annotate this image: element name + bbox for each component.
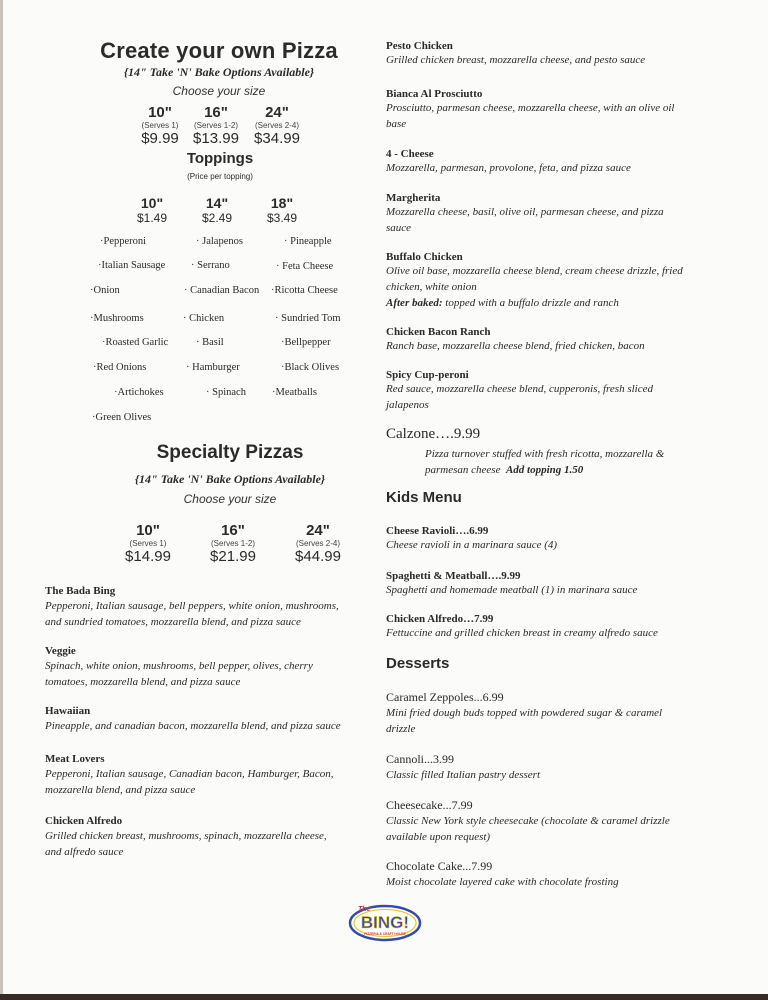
serves-label: (Serves 2-4) xyxy=(254,121,299,130)
logo-main-text: BING! xyxy=(360,913,410,932)
topping-size: 18" xyxy=(270,195,294,211)
specialty-item xyxy=(45,705,390,734)
topping-item: · Pineapple xyxy=(284,236,332,247)
item-desc: Olive oil base, mozzarella cheese blend, cream cheese drizzle, fried xyxy=(386,265,683,277)
item-name: Cannoli...3.99 xyxy=(386,752,454,766)
item-desc: Spinach, white onion, mushrooms, bell pepper, olives, cherry xyxy=(45,660,313,672)
topping-item: ·Red Onions xyxy=(93,362,147,373)
size-label: 24" xyxy=(306,522,330,539)
after-baked-text: topped with a buffalo drizzle and ranch xyxy=(442,297,619,309)
item-desc: Mozzarella cheese, basil, olive oil, parmesan cheese, and pizza xyxy=(386,206,664,218)
item-desc: Fettuccine and grilled chicken breast in creamy alfredo sauce xyxy=(386,627,658,639)
item-desc: and alfredo sauce xyxy=(45,846,124,858)
item-desc: Cheese ravioli in a marinara sauce (4) xyxy=(386,539,558,551)
topping-item: ·Roasted Garlic xyxy=(102,337,169,348)
topping-item: · Spinach xyxy=(206,387,246,398)
topping-item: ·Ricotta Cheese xyxy=(271,285,338,296)
topping-size: 10" xyxy=(140,195,164,211)
size-option xyxy=(246,104,308,147)
topping-price: $3.49 xyxy=(266,211,298,225)
item-name: Pesto Chicken xyxy=(386,40,453,52)
topping-item: ·Pepperoni xyxy=(100,236,147,247)
serves-label: (Serves 2-4) xyxy=(295,539,340,548)
after-baked-label: After baked: xyxy=(386,297,443,309)
specialty-item xyxy=(45,585,390,630)
item-desc: Ranch base, mozzarella cheese blend, fried chicken, bacon xyxy=(386,340,645,352)
price-label: $13.99 xyxy=(193,130,239,147)
specialty-size-options xyxy=(120,522,346,565)
topping-size-option xyxy=(182,195,252,225)
size-option xyxy=(134,104,186,147)
item-name: Chicken Bacon Ranch xyxy=(386,326,491,338)
topping-item: ·Onion xyxy=(90,285,120,296)
bing-logo-mark xyxy=(348,900,422,942)
logo-tagline: PIZZERIA & CRAFT HOUSE xyxy=(364,932,406,936)
topping-item: ·Black Olives xyxy=(281,362,340,373)
kids-item xyxy=(386,525,746,553)
item-desc xyxy=(386,295,746,311)
specialty-subtitle: {14" Take 'N' Bake Options Available} xyxy=(134,472,326,486)
item-name: Chicken Alfredo…7.99 xyxy=(386,613,494,625)
topping-size: 14" xyxy=(205,195,229,211)
item-name: The Bada Bing xyxy=(45,585,116,597)
topping-item: · Canadian Bacon xyxy=(184,285,260,296)
kids-item xyxy=(386,570,746,598)
serves-label: (Serves 1) xyxy=(141,121,179,130)
dessert-item xyxy=(386,690,746,737)
topping-item: ·Meatballs xyxy=(272,387,317,398)
specialty-item xyxy=(45,753,390,798)
item-desc: Prosciutto, parmesan cheese, mozzarella cheese, with an olive oil xyxy=(386,102,675,114)
item-desc: Mini fried dough buds topped with powdered sugar & caramel xyxy=(386,707,663,719)
size-label: 16" xyxy=(204,104,228,121)
item-name: Margherita xyxy=(386,192,441,204)
item-name: Spicy Cup-peroni xyxy=(386,369,469,381)
specialty-item-right xyxy=(386,40,746,68)
size-option xyxy=(120,522,176,565)
item-name: 4 - Cheese xyxy=(386,148,434,160)
price-label: $34.99 xyxy=(254,130,300,147)
item-desc: mozzarella blend, and pizza sauce xyxy=(45,784,196,796)
bing-logo xyxy=(348,900,422,942)
dessert-item xyxy=(386,798,746,845)
item-desc: Pineapple, and canadian bacon, mozzarella blend, and pizza sauce xyxy=(45,720,341,732)
size-option xyxy=(186,104,246,147)
item-desc: sauce xyxy=(386,222,412,234)
topping-item: · Jalapenos xyxy=(196,236,243,247)
toppings-title: Toppings xyxy=(186,150,254,167)
serves-label: (Serves 1) xyxy=(129,539,167,548)
serves-label: (Serves 1-2) xyxy=(193,121,238,130)
topping-item: · Serrano xyxy=(191,260,230,271)
item-name: Hawaiian xyxy=(45,705,91,717)
calzone-desc: parmesan cheese xyxy=(425,464,501,476)
size-label: 10" xyxy=(136,522,160,539)
topping-item: · Hamburger xyxy=(186,362,240,373)
topping-item: ·Bellpepper xyxy=(281,337,331,348)
item-desc: Grilled chicken breast, mozzarella cheese, and pesto sauce xyxy=(386,54,646,66)
item-name: Meat Lovers xyxy=(45,753,105,765)
topping-item: · Feta Cheese xyxy=(276,261,334,272)
calzone-addon: Add topping 1.50 xyxy=(505,464,584,476)
dessert-item xyxy=(386,859,746,890)
item-name: Caramel Zeppoles...6.99 xyxy=(386,690,504,704)
size-label: 10" xyxy=(148,104,172,121)
specialty-item-right xyxy=(386,326,746,354)
item-name: Cheesecake...7.99 xyxy=(386,798,473,812)
item-desc: Spaghetti and homemade meatball (1) in marinara sauce xyxy=(386,584,638,596)
item-desc: Mozzarella, parmesan, provolone, feta, and pizza sauce xyxy=(386,162,631,174)
item-name: Bianca Al Prosciutto xyxy=(386,88,483,100)
item-name: Cheese Ravioli….6.99 xyxy=(386,525,489,537)
item-desc: Classic New York style cheesecake (chocolate & caramel drizzle xyxy=(386,815,670,827)
calzone-desc-line2 xyxy=(425,462,745,478)
specialty-item-right xyxy=(386,369,746,413)
item-desc: jalapenos xyxy=(386,399,429,411)
size-option xyxy=(176,522,290,565)
create-pizza-title: Create your own Pizza xyxy=(100,38,338,63)
desserts-title: Desserts xyxy=(386,655,450,672)
item-desc: tomatoes, mozzarella blend, and pizza sauce xyxy=(45,676,241,688)
logo-small-text: The xyxy=(358,906,371,913)
size-label: 16" xyxy=(221,522,245,539)
create-choose-size: Choose your size xyxy=(172,84,266,98)
kids-menu-title: Kids Menu xyxy=(386,489,462,506)
specialty-item-right xyxy=(386,192,746,236)
specialty-title: Specialty Pizzas xyxy=(156,442,304,463)
specialty-item xyxy=(45,815,390,860)
specialty-choose-size: Choose your size xyxy=(183,492,277,506)
price-label: $9.99 xyxy=(141,130,179,147)
topping-item: · Basil xyxy=(196,337,224,348)
item-name: Chicken Alfredo xyxy=(45,815,123,827)
calzone-title: Calzone….9.99 xyxy=(386,426,481,442)
item-desc: Pepperoni, Italian sausage, bell peppers, white onion, mushrooms, xyxy=(45,600,339,612)
page-edge xyxy=(0,0,3,1000)
item-desc: Red sauce, mozzarella cheese blend, cupperonis, fresh sliced xyxy=(386,383,653,395)
item-desc: chicken, white onion xyxy=(386,281,477,293)
topping-price: $2.49 xyxy=(201,211,233,225)
calzone-desc: Pizza turnover stuffed with fresh ricotta, mozzarella & xyxy=(425,448,665,460)
dessert-item xyxy=(386,752,746,783)
kids-item xyxy=(386,613,746,641)
item-desc: and sundried tomatoes, mozzarella blend, and pizza sauce xyxy=(45,616,301,628)
specialty-item-right xyxy=(386,88,746,132)
create-size-options xyxy=(134,104,308,147)
topping-item: ·Green Olives xyxy=(92,412,152,423)
size-option xyxy=(290,522,346,565)
topping-price: $1.49 xyxy=(136,211,168,225)
specialty-item-right xyxy=(386,148,746,176)
serves-label: (Serves 1-2) xyxy=(210,539,255,548)
topping-item: ·Italian Sausage xyxy=(98,260,166,271)
page-bottom-edge xyxy=(0,994,768,1000)
item-desc: Moist chocolate layered cake with chocolate frosting xyxy=(386,876,619,888)
specialty-item-right xyxy=(386,251,746,311)
item-name: Chocolate Cake...7.99 xyxy=(386,859,493,873)
topping-item: ·Mushrooms xyxy=(90,313,144,324)
create-pizza-subtitle: {14" Take 'N' Bake Options Available} xyxy=(123,65,315,79)
topping-item: ·Artichokes xyxy=(114,387,164,398)
item-name: Spaghetti & Meatball….9.99 xyxy=(386,570,521,582)
item-desc: base xyxy=(386,118,407,130)
price-label: $21.99 xyxy=(210,548,256,565)
item-desc: Pepperoni, Italian sausage, Canadian bacon, Hamburger, Bacon, xyxy=(45,768,334,780)
item-desc: available upon request) xyxy=(386,831,491,843)
price-label: $14.99 xyxy=(125,548,171,565)
topping-item: · Chicken xyxy=(183,313,225,324)
item-name: Buffalo Chicken xyxy=(386,251,463,263)
toppings-note: (Price per topping) xyxy=(187,172,253,181)
price-label: $44.99 xyxy=(295,548,341,565)
item-desc: drizzle xyxy=(386,723,416,735)
topping-size-option xyxy=(122,195,182,225)
item-desc: Grilled chicken breast, mushrooms, spinach, mozzarella cheese, xyxy=(45,830,327,842)
item-name: Veggie xyxy=(45,645,76,657)
topping-size-option xyxy=(252,195,312,225)
topping-item: · Sundried Tom xyxy=(275,313,341,324)
specialty-item xyxy=(45,645,390,690)
topping-price-options xyxy=(122,195,312,225)
size-label: 24" xyxy=(265,104,289,121)
item-desc: Classic filled Italian pastry dessert xyxy=(386,769,540,781)
